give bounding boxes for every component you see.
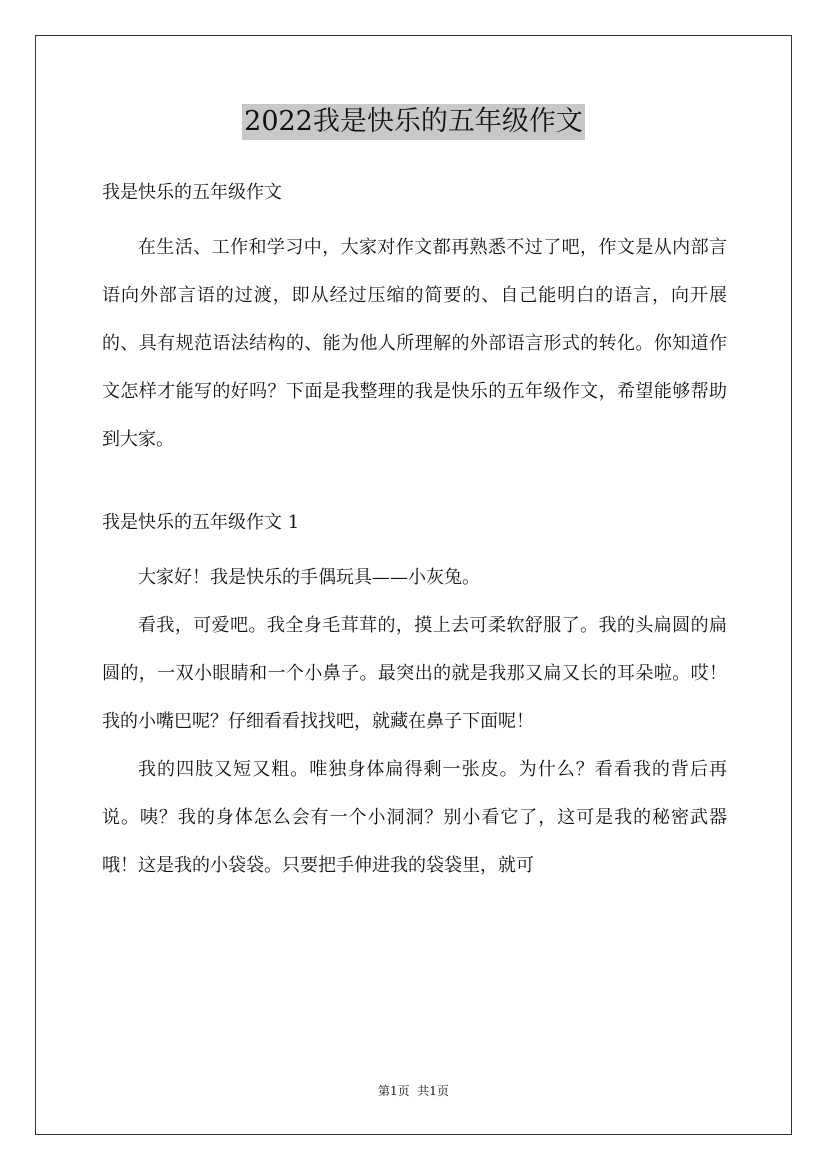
essay1-heading: 我是快乐的五年级作文 1 <box>102 512 300 533</box>
document-title <box>0 104 827 140</box>
essay1-paragraph: 我的四肢又短又粗。唯独身体扁得剩一张皮。为什么？看看我的背后再说。咦？我的身体怎么会有一个小洞洞？别小看它了，这可是我的秘密武器哦！这是我的小袋袋。只要把手伸进我的袋袋里，就可 <box>102 759 727 876</box>
document-body <box>102 176 727 890</box>
document-title-text: 2022我是快乐的五年级作文 <box>242 104 585 140</box>
intro-paragraph: 在生活、工作和学习中，大家对作文都再熟悉不过了吧，作文是从内部言语向外部言语的过渡，即从经过压缩的简要的、自己能明白的语言，向开展的、具有规范语法结构的、能为他人所理解的外部语言形式的转化。你知道作文怎样才能写的好吗？下面是我整理的我是快乐的五年级作文，希望能够帮助到大家。 <box>102 237 727 450</box>
page-number: 第1页 共1页 <box>378 1084 449 1098</box>
page-footer <box>0 1082 827 1100</box>
essay1-paragraph: 看我，可爱吧。我全身毛茸茸的，摸上去可柔软舒服了。我的头扁圆的扁圆的，一双小眼睛和一个小鼻子。最突出的就是我那又扁又长的耳朵啦。哎！我的小嘴巴呢？仔细看看找找吧，就藏在鼻子下面呢！ <box>102 615 727 732</box>
intro-heading: 我是快乐的五年级作文 <box>102 182 282 203</box>
essay1-paragraph: 大家好！我是快乐的手偶玩具——小灰兔。 <box>138 567 480 588</box>
